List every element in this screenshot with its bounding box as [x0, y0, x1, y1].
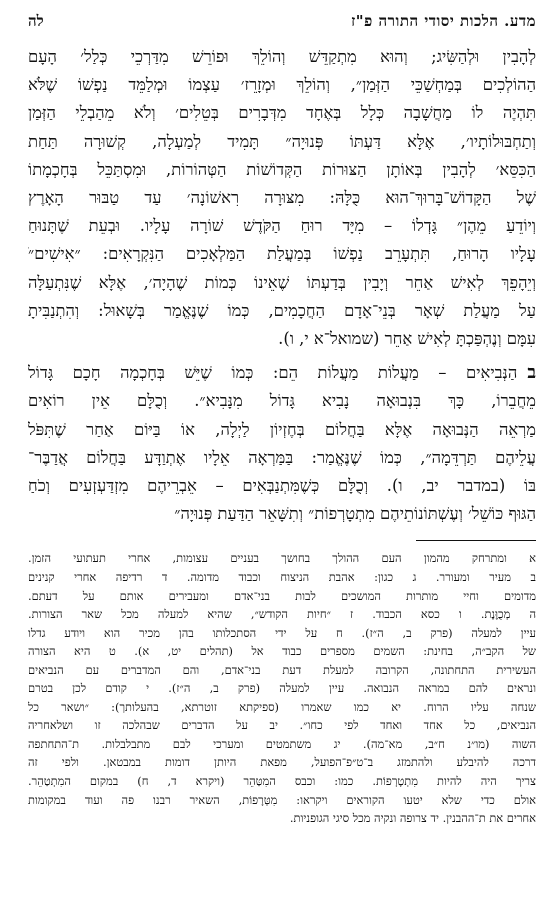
page-number: לה: [28, 12, 44, 30]
footnote-line: מדומים וחיי מותרות המושכים לבות בני־אדם ומעבירים אותם על דעתם.: [28, 588, 536, 603]
footnote-line: ונראים להם במראה הנבואה. עיין למעלה (פרק ב, ה״ז). י קודם לכן בטרם: [28, 681, 536, 696]
text-line: עִמָּם וְנֶהְפַּכְתָּ לְאִישׁ אַחֵר (שמואל־א י, ו).: [278, 329, 536, 349]
text-line: עַל מַעֲלַת שְׁאָר בְּנֵי־אָדָם הַחֲכָמִים, כְּמוֹ שֶׁנֶּאֱמַר בְּשָׁאוּל: וְהִתְנַבִּיתָ: [28, 300, 536, 320]
footnote-line: צריך היה להיות מִתְטָרְפוֹת. כמו: וכבס המִטַּהֵר (ויקרא ד, ח) במקום המִתְטַהֵר.: [28, 774, 536, 789]
footnote-line: אחרים את ת־ההבנין. יד צרופה ונקיה מכל סיגי הגופניות.: [289, 811, 536, 826]
text-line: וְיֵהָפֵךְ לְאִישׁ אַחֵר וְיָבִין בְּדַעְתּוֹ שֶׁאֵינוֹ כְּמוֹת שֶׁהָיָה׳, אֶלָּא שֶׁנִּתְעַלָּה: [28, 272, 536, 292]
footnote-line: דרכה להיבלע ולהתמזג ב־ט״פ־הפועל, מפאת היותן דומות במבטאן. ולפי זה: [28, 755, 536, 770]
text-line: עֲלֵיהֶם תַּרְדֵּמָה״, כְּמוֹ שֶׁנֶּאֱמַר: בַּמַּרְאָה אֵלָיו אֶתְוַדָּע בַּחֲלוֹם אֲדַבֶּר־: [28, 447, 536, 467]
paragraph-1: [28, 43, 536, 353]
text-line: מֵחֲבֵרוֹ, כָּךְ בִּנְבוּאָה נָבִיא גָּדוֹל מִנָּבִיא״. וְכֻלָּם אֵין רוֹאִים: [28, 391, 536, 411]
text-line: עָלָיו הָרוּחַ, תִּתְעָרֵב נַפְשׁוֹ בְּמַעֲלַת הַמַּלְאָכִים הַנִּקְרָאִים: ״אִישִׁים״ׁ: [28, 244, 536, 264]
text-line: הַגּוּף כּוֹשֵׁל׳ וְעֶשְׁתּוֹנוֹתֵיהֶם מִתְטָרְפוֹת״ וְתִשָּׁאֵר הַדַּעַת פְּנוּיָה״: [174, 504, 536, 524]
footnote-line: של הקב״ה, בחינת: השמים מספרים כבוד אל (תהלים יט, א). ט היא הצורה: [28, 644, 536, 659]
footnote-line: ה מְכֻוֶּנֶת. ו כסא הכבוד. ז ״חיות הקודש״, שהיא למעלה מכל שאר הצורות.: [28, 607, 536, 622]
footnote-line: א ומתרחק מהמון העם ההולך בחושך בעניים עצומות, אחרי תעתועי הזמן.: [28, 551, 536, 566]
text-line: הַנְּבִיאִים – מַעֲלוֹת מַעֲלוֹת הֵם: כְּמוֹ שֶׁיֵּשׁ בְּחָכְמָה חָכָם גָּדוֹל: [28, 363, 518, 383]
footnote-line: אולם כדי שלא יטעו הקוראים ויקראו: מִטְּרָפוֹת, השאיר רבנו פה ועוד במקומות: [28, 792, 536, 807]
section-letter: ב: [527, 362, 536, 384]
text-line-with-section: [28, 359, 536, 387]
footnote-line: העשירית התחתונה, הקרובה למעלת דעת בני־אדם, והם המדברים עם הנביאים: [28, 662, 536, 677]
text-line: שֶׁל הַקָּדוֹשׁ־בָּרוּךְ־הוּא כֻּלָּהּ: מִצּוּרָה רִאשׁוֹנָה׳ עַד טַבּוּר הָאָרֶץ: [28, 188, 536, 208]
text-line: הַכִּסֵּא׳ לְהָבִין בְּאוֹתָן הַצּוּרוֹת הַקְּדוֹשׁוֹת הַטְּהוֹרוֹת, וּמִסְתַּכֵּל בְּחָכְמָתוֹ: [28, 159, 536, 179]
text-line: מַרְאֵה הַנְּבוּאָה אֶלָּא בַּחֲלוֹם בְּחֶזְיוֹן לַיְלָה, אוֹ בַּיּוֹם אַחַר שֶׁתִּפֹּל: [28, 419, 536, 439]
footnote-divider: [416, 540, 536, 541]
text-line: בּוֹ (במדבר יב, ו). וְכֻלָּם כְּשֶׁמִּתְנַבְּאִים – אֵבְרֵיהֶם מִזְדַּעְזְעִים וְכֹחַ: [28, 476, 536, 496]
footnote-line: שנחה עליו הרוח. יא כמו שאמרו (ספיקתא זוטרתא, בהעלותך): ״ושאר כל: [28, 699, 536, 714]
main-text: [28, 43, 536, 528]
footnote-line: ב מעיר ומעורר. ג כגון: אהבת הניצוח וכבוד מדומה. ד רדיפה אחרי קנינים: [28, 570, 536, 584]
text-line: וְיוֹדֵעַ מֵהֶן״ גָּדְלוֹ – מִיָּד רוּחַ הַקֹּדֶשׁ שׁוֹרָה עָלָיו. וּבְעֵת שֶׁתָּנוּחַ: [28, 216, 536, 236]
footnote-line: השוה (מו״נ ח״ב, מא־מה). יג משתמטים ומערכי לבם מתבלבלות. ת־התחתפה: [28, 736, 536, 751]
text-line: וְתַחְבּוּלוֹתָיו׳, אֶלָּא דַּעְתּוֹ פְּנוּיָה״ תָּמִיד לְמַעְלָה, קְשׁוּרָה תַּחַת: [28, 131, 536, 151]
text-line: הַהוֹלְכִים בְּמַחְשַׁכֵּי הַזְּמַן״, וְהוֹלֵךְ וּמְזָרֵז׳ עַצְמוֹ וּמְלַמֵּד נַפְשׁוֹ שֶׁלֹּא: [28, 75, 536, 95]
text-line: תִּהְיֶה לוֹ מַחֲשָׁבָה כְּלָל בְּאֶחָד מִדְּבָרִים בְּטֵלִים׳ וְלֹא מֵהַבְלֵי הַזְּמַן: [28, 103, 536, 123]
paragraph-2: [28, 359, 536, 528]
running-title: מדע. הלכות יסודי התורה פ"ז: [351, 12, 536, 30]
text-line: לְהָבִין וּלְהַשִּׂיג; וְהוּא מִתְקַדֵּשׁ וְהוֹלֵךְ וּפוֹרֵשׁ מִדַּרְכֵי כְּלַל׳ הָעָם: [28, 47, 536, 66]
footnote-line: הנביאים, כל אחד ואחד לפי כחו״. יב על הדברים שבהלכה זו ושלאחריה: [28, 718, 536, 733]
footnotes: [28, 549, 536, 827]
running-head: [28, 12, 536, 37]
footnote-line: עיין למעלה (פרק ב, ה״ז). ח על ידי הסתכלותו בהן מכיר הוא ויודע גדלו: [28, 625, 536, 640]
